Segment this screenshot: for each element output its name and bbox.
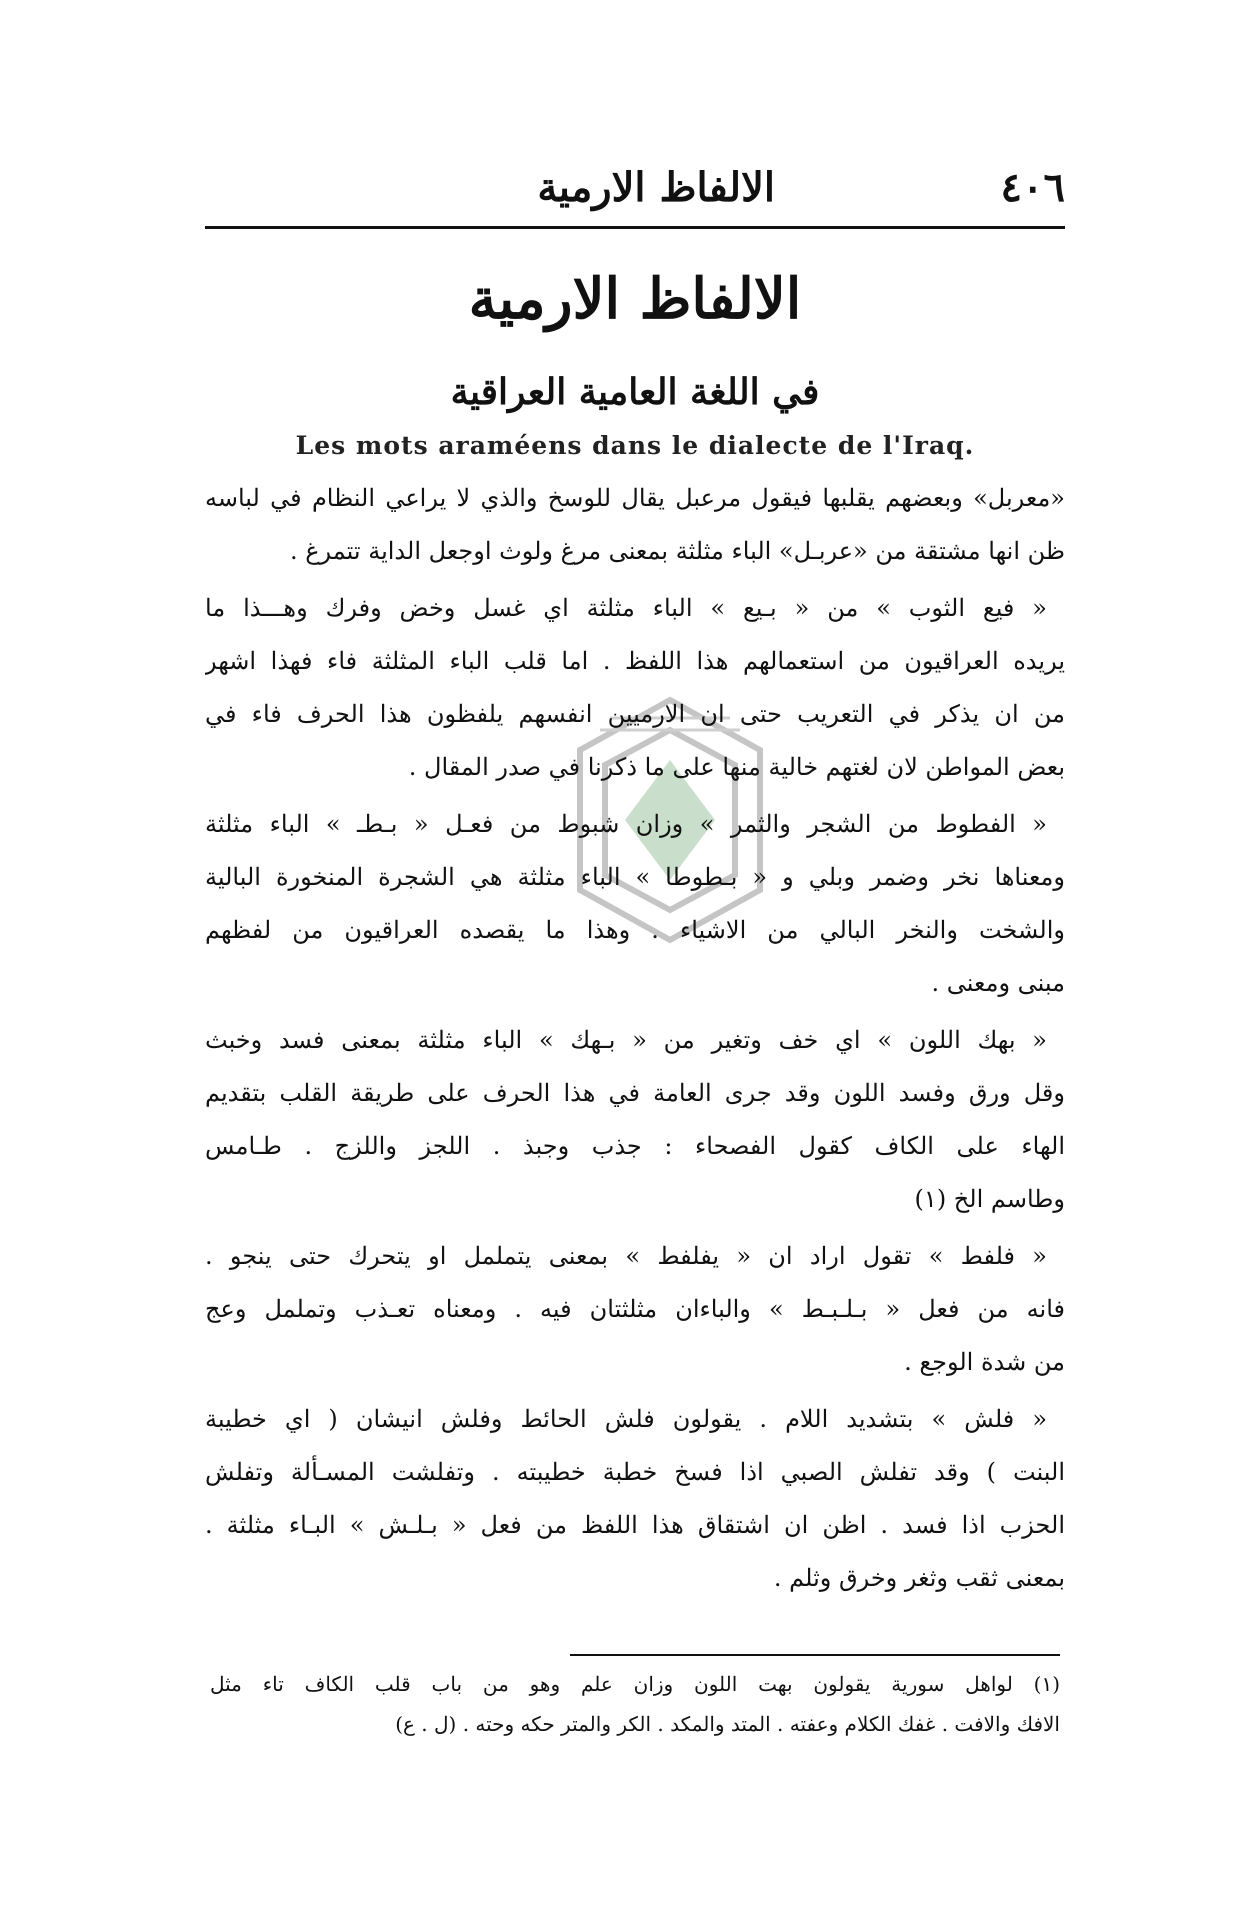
text-line: « فيع الثوب » من « بـيع » الباء مثلثة اي غسل وخض وفرك وهـــذا ما: [205, 594, 1047, 622]
text-line: البنت ) وقد تفلش الصبي اذا فسخ خطبة خطيبته . وتفلشت المسـألة وتفلش: [205, 1458, 1065, 1486]
paragraph: [205, 472, 1065, 578]
text-line: من شدة الوجع .: [904, 1348, 1065, 1376]
header-rule: [205, 226, 1065, 229]
article-body: [205, 472, 1065, 1609]
text-line: الحزب اذا فسد . اظن ان اشتقاق هذا اللفظ من فعل « بـلـش » البـاء مثلثة .: [205, 1511, 1065, 1539]
text-line: وطاسم الخ (١): [914, 1185, 1065, 1213]
footnote-rule: [570, 1654, 1060, 1656]
text-line: « فلش » بتشديد اللام . يقولون فلش الحائط وفلش انيشان ( اي خطيبة: [205, 1405, 1047, 1433]
paragraph: [205, 1393, 1065, 1605]
paragraph: [205, 582, 1065, 794]
text-line: ظن انها مشتقة من «عربـل» الباء مثلثة بمعنى مرغ ولوث اوجعل الداية تتمرغ .: [289, 537, 1065, 565]
text-line: « الفطوط من الشجر والثمر » وزان شبوط من فعـل « بـطـ » الباء مثلثة: [205, 810, 1047, 838]
text-line: فانه من فعل « بـلـبـط » والباءان مثلثتان فيه . ومعناه تعـذب وتململ وعج: [205, 1295, 1065, 1323]
text-line: وقل ورق وفسد اللون وقد جرى العامة في هذا الحرف على طريقة القلب بتقديم: [205, 1079, 1065, 1107]
article-subtitle: في اللغة العامية العراقية: [450, 371, 820, 413]
page-number: ٤٠٦: [1000, 164, 1065, 211]
paragraph: [205, 1230, 1065, 1389]
text-line: «معربل» وبعضهم يقلبها فيقول مرعبل يقال للوسخ والذي لا يراعي النظام في لباسه: [205, 484, 1065, 512]
running-header: [205, 160, 1065, 220]
text-line: يريده العراقيون من استعمالهم هذا اللفظ . اما قلب الباء المثلثة فاء فهذا اشهر: [205, 647, 1065, 675]
article-subtitle-french: Les mots araméens dans le dialecte de l'Iraq.: [295, 431, 975, 460]
text-line: بمعنى ثقب وثغر وخرق وثلم .: [773, 1564, 1065, 1592]
article-title: الالفاظ الارمية: [468, 266, 802, 332]
text-line: من ان يذكر في التعريب حتى ان الارميين انفسهم يلفظون هذا الحرف فاء في: [205, 700, 1065, 728]
footnote-line: الافك والافت . غفك الكلام وعفته . المتد والمكد . الكر والمتر حكه وحته . (ل . ع): [395, 1712, 1060, 1736]
paragraph: [205, 798, 1065, 1010]
text-line: والشخت والنخر البالي من الاشياء . وهذا ما يقصده العراقيون من لفظهم: [205, 916, 1065, 944]
text-line: ومعناها نخر وضمر وبلي و « بـطوطا » الباء مثلثة هي الشجرة المنخورة البالية: [205, 863, 1065, 891]
paragraph: [205, 1014, 1065, 1226]
text-line: بعض المواطن لان لغتهم خالية منها على ما ذكرنا في صدر المقال .: [408, 753, 1065, 781]
footnote-line: (١) لواهل سورية يقولون بهت اللون وزان علم وهو من باب قلب الكاف تاء مثل: [210, 1672, 1060, 1696]
text-line: « بهك اللون » اي خف وتغير من « بـهك » الباء مثلثة بمعنى فسد وخبث: [205, 1026, 1047, 1054]
running-title: الالفاظ الارمية: [537, 164, 775, 211]
footnote: [210, 1664, 1060, 1744]
text-line: مبنى ومعنى .: [931, 969, 1065, 997]
text-line: الهاء على الكاف كقول الفصحاء : جذب وجبذ . اللجز واللزج . طـامس: [205, 1132, 1065, 1160]
text-line: « فلفط » تقول اراد ان « يفلفط » بمعنى يتململ او يتحرك حتى ينجو .: [205, 1242, 1047, 1270]
